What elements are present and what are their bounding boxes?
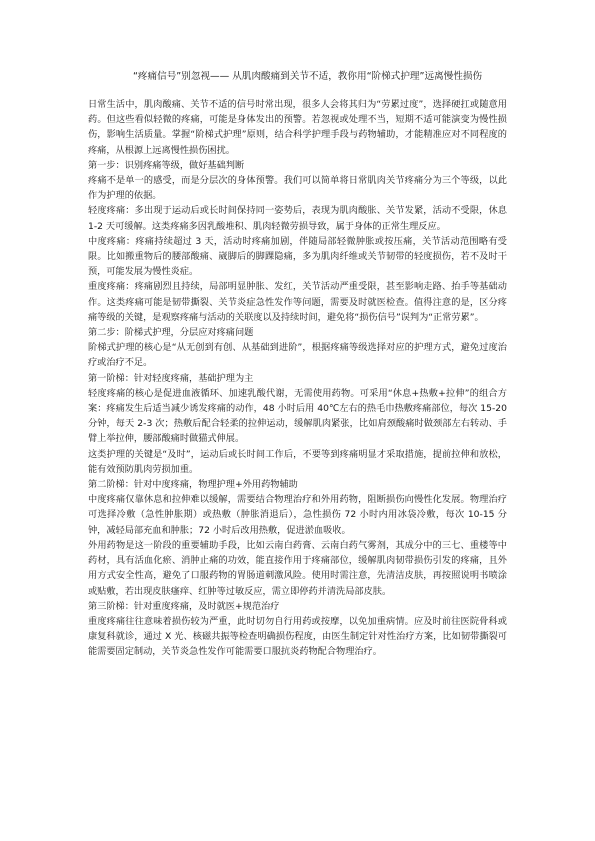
body-paragraph: 疼痛不是单一的感受，而是分层次的身体预警。我们可以简单将日常肌肉关节疼痛分为三个等级，以此作为护理的依据。 [88,175,507,202]
document-body [88,97,507,660]
body-paragraph: 中度疼痛仅靠休息和拉伸难以缓解，需要结合物理治疗和外用药物，阻断损伤向慢性化发展。物理治疗可选择冷敷（急性肿胀期）或热敷（肿胀消退后），急性损伤 72 小时内用冰袋冷敷，每次 10-15 分钟，减轻局部充血和肿胀；72 小时后改用热敷，促进淤血吸收。 [88,494,507,536]
body-paragraph: 重度疼痛：疼痛剧烈且持续，局部明显肿胀、发红，关节活动严重受限，甚至影响走路、抬手等基础动作。这类疼痛可能是韧带撕裂、关节炎症急性发作等问题，需要及时就医检查。值得注意的是，区分疼痛等级的关键，是观察疼痛与活动的关联度以及持续时间，避免将“损伤信号”误判为“正常劳累”。 [88,281,507,323]
section-heading: 第二阶梯：针对中度疼痛，物理护理+外用药物辅助 [88,479,298,491]
section-heading: 第一步：识别疼痛等级，做好基础判断 [88,159,245,171]
section-heading: 第二步：阶梯式护理，分层应对疼痛问题 [88,327,254,339]
body-paragraph: 中度疼痛：疼痛持续超过 3 天，活动时疼痛加剧，伴随局部轻微肿胀或按压痛，关节活动范围略有受限。比如搬重物后的腰部酸痛、崴脚后的脚踝隐痛，多为肌肉纤维或关节韧带的轻度损伤，若不及时干预，可能发展为慢性炎症。 [88,235,507,278]
section-heading: 第一阶梯：针对轻度疼痛，基础护理为主 [88,372,254,384]
body-paragraph: 重度疼痛往往意味着损伤较为严重，此时切勿自行用药或按摩，以免加重病情。应及时前往医院骨科或康复科就诊，通过 X 光、核磁共振等检查明确损伤程度，由医生制定针对性治疗方案，比如韧带撕裂可能需要固定制动，关节炎急性发作可能需要口服抗炎药物配合物理治疗。 [88,615,507,658]
body-paragraph: 外用药物是这一阶段的重要辅助手段，比如云南白药膏、云南白药气雾剂，其成分中的三七、重楼等中药材，具有活血化瘀、消肿止痛的功效，能直接作用于疼痛部位，缓解肌肉韧带损伤引发的疼痛，且外用方式安全性高，避免了口服药物的胃肠道刺激风险。使用时需注意，先清洁皮肤，再按照说明书喷涂或贴敷，若出现皮肤瘙痒、红肿等过敏反应，需立即停药并清洗局部皮肤。 [88,539,507,597]
body-paragraph: 轻度疼痛的核心是促进血液循环、加速乳酸代谢，无需使用药物。可采用“休息+热敷+拉伸”的组合方案：疼痛发生后适当减少诱发疼痛的动作，48 小时后用 40℃左右的热毛巾热敷疼痛部位，每次 15-20 分钟，每天 2-3 次；热敷后配合轻柔的拉伸运动，缓解肌肉紧张，比如肩颈酸痛时做颈部左右转动、手臂上举拉伸，腰部酸痛时做猫式伸展。 [88,387,507,445]
body-paragraph: 阶梯式护理的核心是“从无创到有创、从基础到进阶”，根据疼痛等级选择对应的护理方式，避免过度治疗或治疗不足。 [88,342,507,369]
document-title: “疼痛信号”别忽视—— 从肌肉酸痛到关节不适，教你用“阶梯式护理”远离慢性损伤 [132,71,483,82]
body-paragraph: 日常生活中，肌肉酸痛、关节不适的信号时常出现，很多人会将其归为“劳累过度”，选择硬扛或随意用药。但这些看似轻微的疼痛，可能是身体发出的预警。若忽视或处理不当，短期不适可能演变为慢性损伤，影响生活质量。掌握“阶梯式护理”原则，结合科学护理手段与药物辅助，才能精准应对不同程度的疼痛，从根源上远离慢性损伤困扰。 [88,99,507,156]
section-heading: 第三阶梯：针对重度疼痛，及时就医+规范治疗 [88,600,280,612]
body-paragraph: 这类护理的关键是“及时”，运动后或长时间工作后，不要等到疼痛明显才采取措施，提前拉伸和放松，能有效预防肌肉劳损加重。 [88,448,507,475]
body-paragraph: 轻度疼痛：多出现于运动后或长时间保持同一姿势后，表现为肌肉酸胀、关节发紧，活动不受限，休息 1-2 天可缓解。这类疼痛多因乳酸堆积、肌肉轻微劳损导致，属于身体的正常生理反应。 [88,205,507,232]
